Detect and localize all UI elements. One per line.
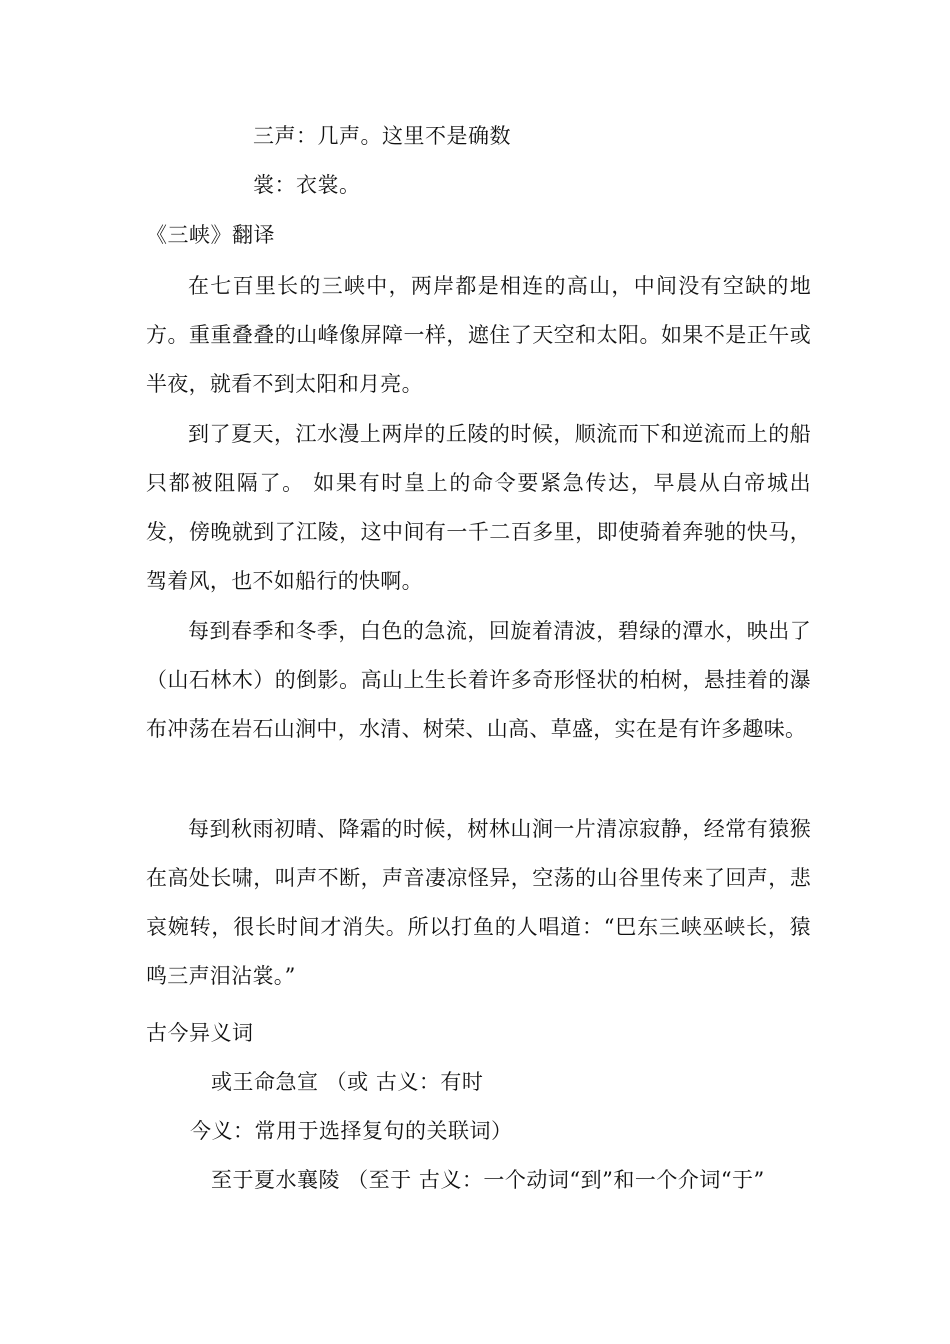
gujin-item-2: 至于夏水襄陵 （至于 古义：一个动词“到”和一个介词“于” [211,1168,765,1192]
translation-paragraph-1: 在七百里长的三峡中，两岸都是相连的高山，中间没有空缺的地方。重重叠叠的山峰像屏障一样，遮住了天空和太阳。如果不是正午或半夜，就看不到太阳和月亮。 [146,274,811,396]
gujin-item-1-cont: 今义：常用于选择复句的关联词） [190,1119,513,1143]
gujin-item-1: 或王命急宣 （或 古义：有时 [211,1070,484,1094]
translation-paragraph-2: 到了夏天，江水漫上两岸的丘陵的时候，顺流而下和逆流而上的船只都被阻隔了。 如果有时皇上的命令要紧急传达，早晨从白帝城出发，傍晚就到了江陵，这中间有一千二百多里，即使骑着奔驰的快马，驾着风，也不如船行的快啊。 [146,422,811,593]
translation-paragraph-4: 每到秋雨初晴、降霜的时候，树林山涧一片清凉寂静，经常有猿猴在高处长啸，叫声不断，声音凄凉怪异，空荡的山谷里传来了回声，悲哀婉转，很长时间才消失。所以打鱼的人唱道：“巴东三峡巫峡长，猿鸣三声泪沾裳。” [146,817,811,988]
translation-paragraph-3: 每到春季和冬季，白色的急流，回旋着清波，碧绿的潭水，映出了（山石林木）的倒影。高山上生长着许多奇形怪状的柏树，悬挂着的瀑布冲荡在岩石山涧中，水清、树荣、山高、草盛，实在是有许多趣味。 [146,619,811,741]
translation-heading: 《三峡》翻译 [146,223,275,247]
gujin-heading: 古今异义词 [146,1021,254,1045]
note-chang: 裳：衣裳。 [253,173,361,197]
note-sansheng: 三声：几声。这里不是确数 [253,124,511,148]
